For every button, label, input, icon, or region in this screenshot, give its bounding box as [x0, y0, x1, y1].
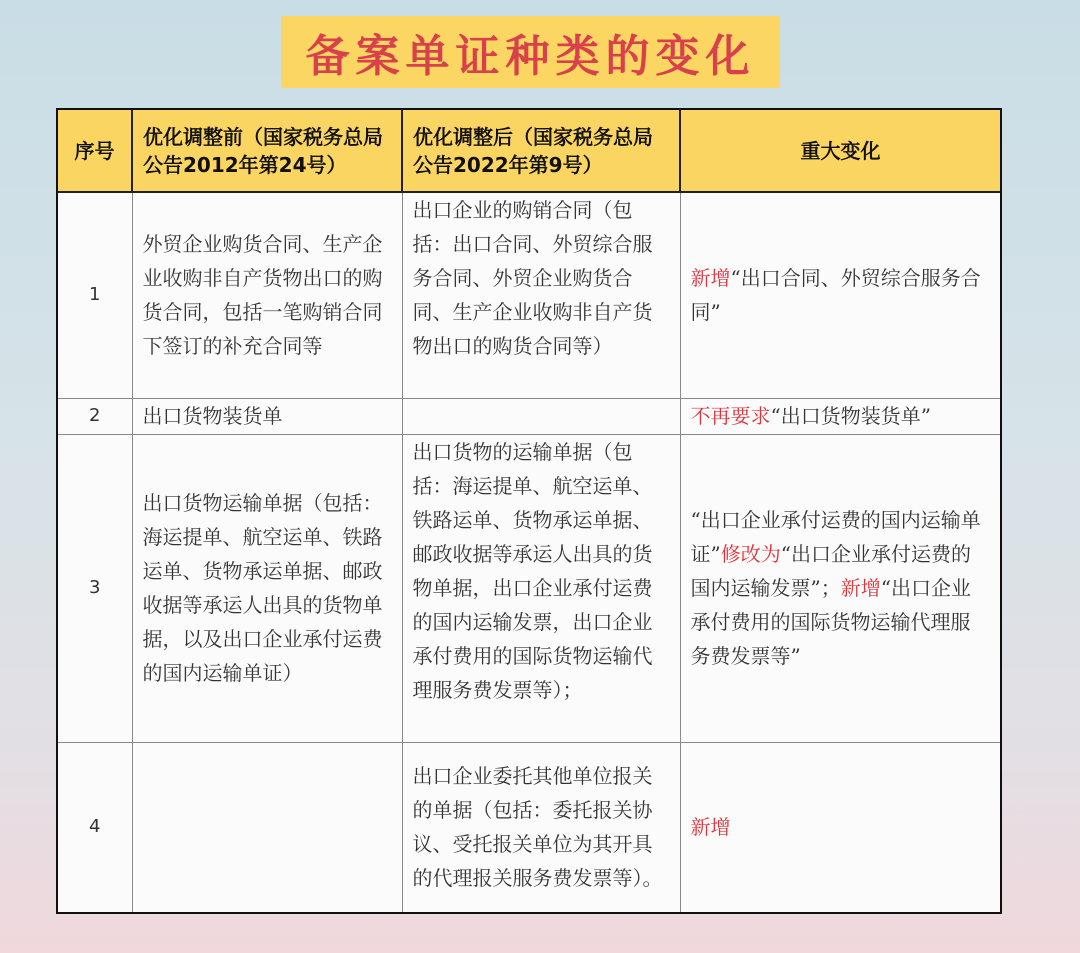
- cell-before: 外贸企业购货合同、生产企业收购非自产货物出口的购货合同，包括一笔购销合同下签订的补充合同等: [132, 192, 402, 398]
- row-number: 1: [58, 192, 132, 398]
- change-text: 新增: [690, 815, 731, 840]
- change-text: “出口合同、外贸综合服务合同”: [690, 266, 981, 325]
- cell-change: [680, 192, 1000, 398]
- title-banner: [281, 16, 780, 88]
- page-title: 备案单证种类的变化: [305, 31, 756, 82]
- cell-after: [402, 398, 680, 434]
- change-text: 新增: [840, 576, 881, 600]
- table-row: [58, 192, 1000, 398]
- cell-before: [132, 742, 402, 912]
- change-text: 修改为: [720, 542, 781, 566]
- row-number: 3: [58, 434, 132, 742]
- cell-change: [680, 398, 1000, 434]
- table-row: [58, 434, 1000, 742]
- row-number: 2: [58, 398, 132, 434]
- header-row: [58, 110, 1000, 192]
- table-row: [58, 398, 1000, 434]
- cell-after: 出口货物的运输单据（包括：海运提单、航空运单、铁路运单、货物承运单据、邮政收据等承运人出具的货物单据，出口企业承付运费的国内运输发票，出口企业承付费用的国际货物运输代理服务费发票等）；: [402, 434, 680, 742]
- cell-change: [680, 434, 1000, 742]
- cell-after: 出口企业委托其他单位报关的单据（包括：委托报关协议、受托报关单位为其开具的代理报关服务费发票等）。: [402, 742, 680, 912]
- change-text: “出口企业承付运费的国内运输单证”: [690, 508, 981, 566]
- table-row: [58, 742, 1000, 912]
- header-before: 优化调整前（国家税务总局公告2012年第24号）: [132, 110, 402, 192]
- cell-before: 出口货物装货单: [132, 398, 402, 434]
- cell-after: 出口企业的购销合同（包括：出口合同、外贸综合服务合同、外贸企业购货合同、生产企业收购非自产货物出口的购货合同等）: [402, 192, 680, 398]
- cell-change: [680, 742, 1000, 912]
- change-text: “出口货物装货单”: [770, 404, 931, 428]
- row-number: 4: [58, 742, 132, 912]
- change-text: 不再要求: [690, 404, 771, 428]
- header-index: 序号: [58, 110, 132, 192]
- cell-before: 出口货物运输单据（包括：海运提单、航空运单、铁路运单、货物承运单据、邮政收据等承运人出具的货物单据，以及出口企业承付运费的国内运输单证）: [132, 434, 402, 742]
- change-text: “出口企业承付运费的国内运输发票”；: [690, 542, 971, 600]
- header-after: 优化调整后（国家税务总局公告2022年第9号）: [402, 110, 680, 192]
- comparison-table: [56, 108, 1002, 914]
- change-text: 新增: [690, 266, 731, 291]
- header-change: 重大变化: [680, 110, 1000, 192]
- change-text: “出口企业承付费用的国际货物运输代理服务费发票等”: [690, 576, 971, 668]
